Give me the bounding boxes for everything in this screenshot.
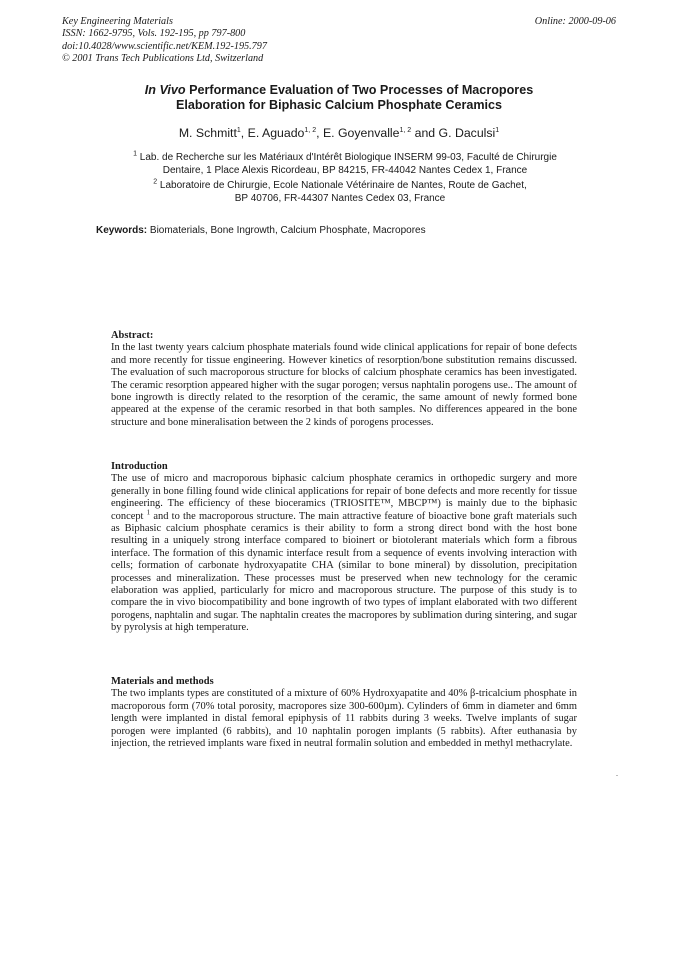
title-line2: Elaboration for Biphasic Calcium Phosphate Ceramics: [175, 98, 503, 112]
scan-speck: [616, 775, 618, 776]
affiliation-1: $^1$ Lab. de Recherche sur les Matériaux d'Intérêt Biologique INSERM 99-03, Faculté de Chirurgie Dentaire, 1 Place Alexis Ricordeau, BP 84215, FR-44042 Nantes Cedex 1, France: [133, 150, 557, 176]
methods-heading: Materials and methods: [111, 676, 214, 687]
journal-header: [62, 16, 267, 66]
copyright-line: © 2001 Trans Tech Publications Ltd, Switzerland: [62, 53, 264, 65]
keywords: [96, 225, 426, 236]
paper-title: [0, 83, 678, 113]
author: M. Schmitt$^1$: [178, 126, 241, 140]
introduction-section: [111, 461, 577, 635]
introduction-text: The use of micro and macroporous biphasic calcium phosphate ceramics in orthopedic surgery and more generally in bone filling found wide clinical applications for repair of bone defects and more recently for tissue engineering. The efficiency of these bioceramics (TRIOSITE™, MBCP™) is mainly due to the biphasic concept $^1$ and to the macroporous structure. The main attractive feature of bioactive bone graft materials such as Biphasic calcium phosphate ceramics is their ability to form a strong direct bond with the host bone resulting in a uniquely strong interface compared to bioinert or biotolerant materials which form a fibrous interface. The formation of this dynamic interface result from a sequence of events involving interaction with cells; formation of carbonate hydroxyapatite CHA (similar to bone mineral) by dissolution, precipitation processes and mineralization. These processes must be preserved when new technology for the ceramic elaboration was applied, particularly for micro and macroporous structure. The purpose of this study is to compare the in vivo biocompatibility and bone ingrowth of two types of implant elaborated with two different porogens, naphtalin and sugar. The naphtalin creates the macropores by sublimation during sintering, and sugar by pyrolysis at high temperature.: [111, 473, 577, 634]
keywords-label: Keywords:: [96, 225, 148, 236]
author: E. Goyenvalle$^{1, 2}$: [322, 126, 412, 140]
affiliation-2: $^2$ Laboratoire de Chirurgie, Ecole Nationale Vétérinaire de Nantes, Route de Gachet, BP 40706, FR-44307 Nantes Cedex 03, France: [153, 178, 527, 204]
abstract-section: [111, 330, 577, 429]
doi-line: doi:10.4028/www.scientific.net/KEM.192-195.797: [62, 40, 267, 52]
methods-section: [111, 676, 577, 750]
methods-text: The two implants types are constituted of a mixture of 60% Hydroxyapatite and 40% β-tricalcium phosphate in macroporous form (70% total porosity, macropores size 300-600µm). Cylinders of 6mm in diameter and 6mm length were implanted in distal femoral epiphysis of 11 rabbits during 3 weeks. Twelve implants of sugar porogen were implanted (6 rabbits), and 10 naphtalin porogen implants (5 rabbits). After euthanasia by injection, the retrieved implants ware fixed in neutral formalin solution and embedded in methyl methacrylate.: [111, 688, 577, 750]
title-line1: Performance Evaluation of Two Processes of Macropores: [185, 83, 534, 97]
reference-marker: 1: [146, 508, 151, 517]
title-italic: In Vivo: [144, 83, 186, 97]
online-date: Online: 2000-09-06: [534, 16, 616, 27]
abstract-text: In the last twenty years calcium phosphate materials found wide clinical applications for repair of bone defects and more recently for tissue engineering. However kinetics of resorption/bone substitution remains discussed. The evaluation of such macroporous structure for blocks of calcium phosphate ceramics has been investigated. The ceramic resorption appeared higher with the sugar porogen; versus naphtalin porogens use.. The amount of bone ingrowth is directly related to the resorption of the ceramic, the same amount of newly formed bone appeared at the expense of the ceramic resorbed in that both samples. No differences appeared in the bone structure and bone mineralisation between the 2 kinds of porogens processes.: [111, 342, 577, 428]
keywords-text: Biomaterials, Bone Ingrowth, Calcium Phosphate, Macropores: [147, 225, 426, 236]
author: E. Aguado$^{1, 2}$: [247, 126, 317, 140]
author-list: M. Schmitt$^1$, E. Aguado$^{1, 2}$, E. Goyenvalle$^{1, 2}$ and G. Daculsi$^1$: [178, 126, 500, 140]
issn-line: ISSN: 1662-9795, Vols. 192-195, pp 797-800: [62, 28, 246, 40]
journal-name: Key Engineering Materials: [62, 16, 173, 27]
abstract-heading: Abstract:: [111, 330, 154, 341]
introduction-heading: Introduction: [111, 461, 168, 472]
author: G. Daculsi$^1$: [438, 126, 500, 140]
